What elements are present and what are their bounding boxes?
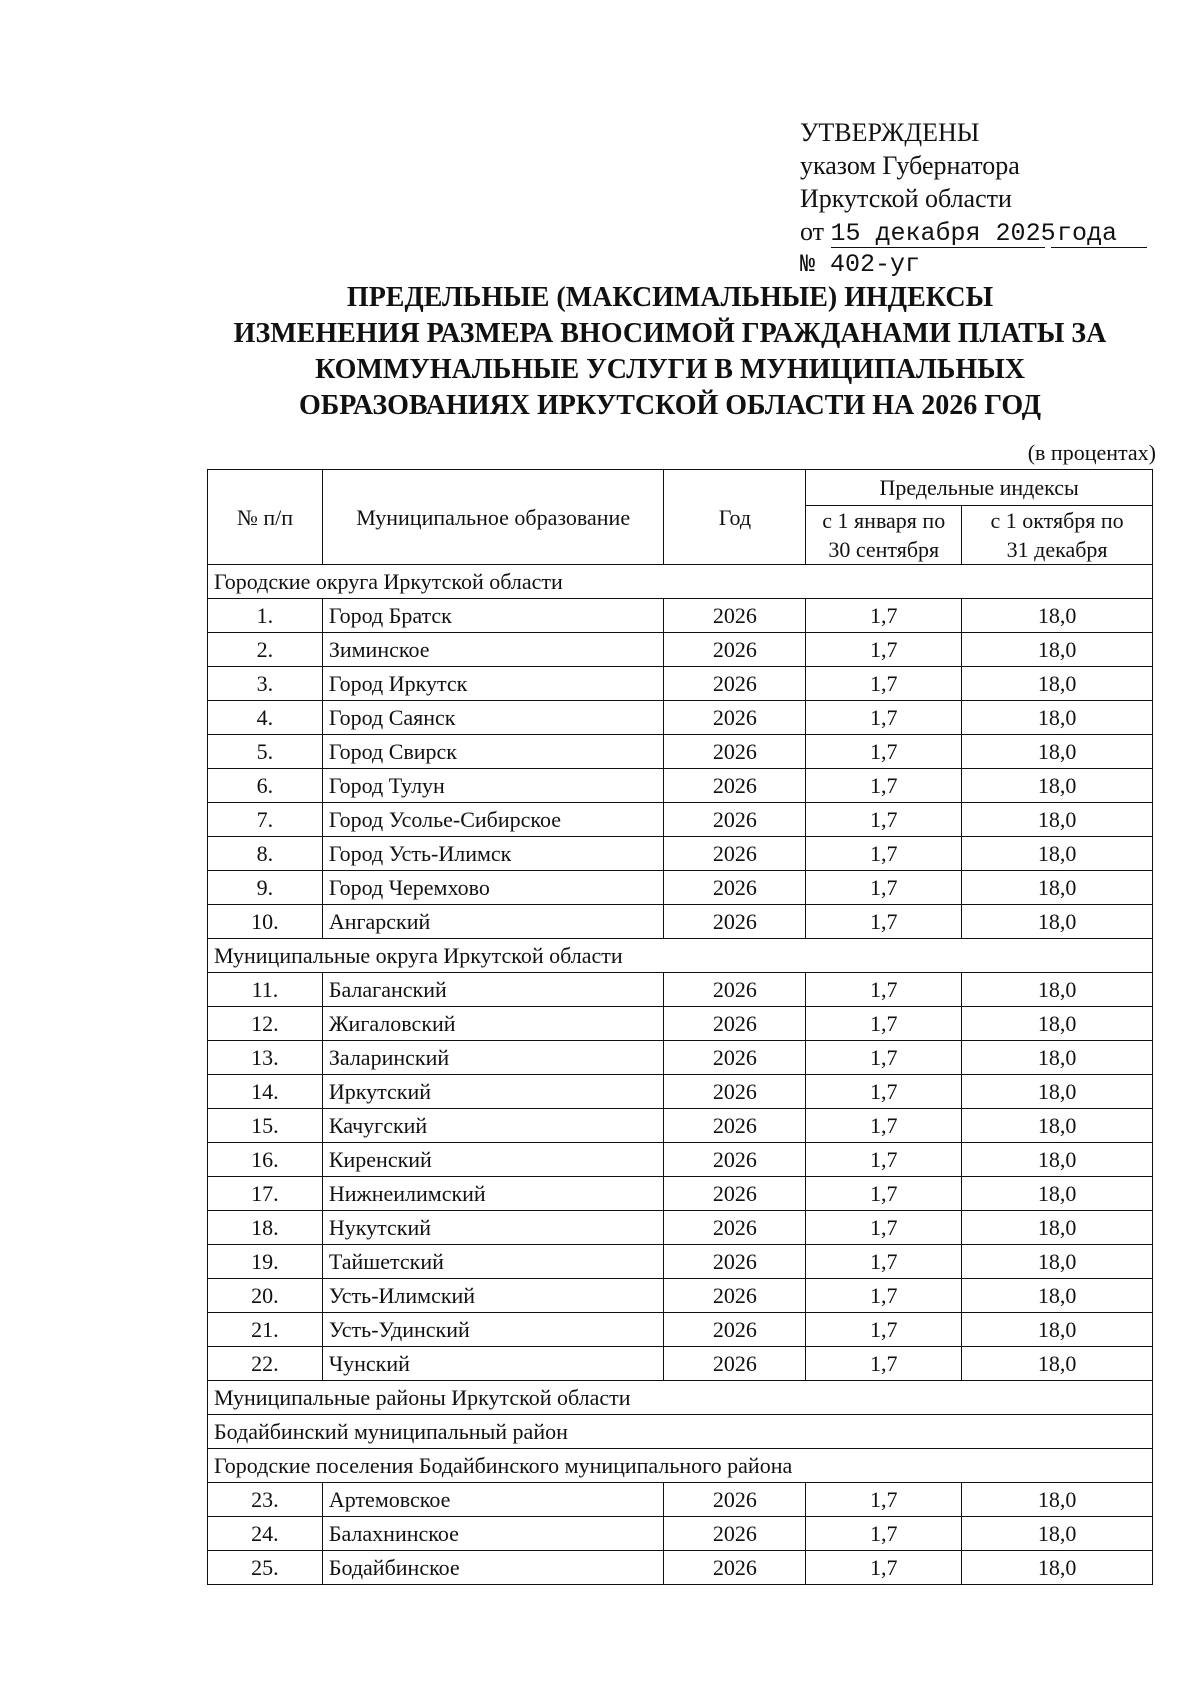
row-index-period-2: 18,0	[962, 871, 1153, 905]
table-row	[208, 701, 1153, 735]
row-number: 8.	[208, 837, 323, 871]
table-row	[208, 837, 1153, 871]
approval-line-2: указом Губернатора	[800, 151, 1020, 180]
row-index-period-2: 18,0	[962, 1347, 1153, 1381]
table-row	[208, 1075, 1153, 1109]
table-row	[208, 1483, 1153, 1517]
table-row	[208, 871, 1153, 905]
section-city-districts-row	[208, 565, 1153, 599]
row-municipality: Усть-Илимский	[322, 1279, 664, 1313]
row-municipality: Качугский	[322, 1109, 664, 1143]
table-row	[208, 1211, 1153, 1245]
unit-note: (в процентах)	[1027, 440, 1156, 465]
row-number: 19.	[208, 1245, 323, 1279]
row-index-period-1: 1,7	[806, 1041, 962, 1075]
approval-line-1: УТВЕРЖДЕНЫ	[800, 118, 980, 147]
subsection-bodaibo-urban-settlements-row	[208, 1449, 1153, 1483]
header-period-1	[806, 506, 962, 565]
row-index-period-2: 18,0	[962, 1143, 1153, 1177]
row-index-period-2: 18,0	[962, 973, 1153, 1007]
approval-block	[800, 116, 1147, 281]
row-index-period-1: 1,7	[806, 1483, 962, 1517]
row-number: 24.	[208, 1517, 323, 1551]
row-municipality: Город Братск	[322, 599, 664, 633]
row-year: 2026	[664, 905, 806, 939]
row-municipality: Город Иркутск	[322, 667, 664, 701]
row-index-period-1: 1,7	[806, 735, 962, 769]
subsection-bodaibo-urban-settlements: Городские поселения Бодайбинского муниципального района	[208, 1449, 1153, 1483]
row-municipality: Усть-Удинский	[322, 1313, 664, 1347]
row-number: 23.	[208, 1483, 323, 1517]
section-municipal-districts-row	[208, 939, 1153, 973]
row-year: 2026	[664, 1313, 806, 1347]
row-index-period-2: 18,0	[962, 1211, 1153, 1245]
row-index-period-1: 1,7	[806, 1143, 962, 1177]
header-num: № п/п	[208, 470, 323, 565]
row-number: 11.	[208, 973, 323, 1007]
row-index-period-1: 1,7	[806, 667, 962, 701]
row-number: 2.	[208, 633, 323, 667]
document-title	[130, 280, 1200, 424]
title-line-4: ОБРАЗОВАНИЯХ ИРКУТСКОЙ ОБЛАСТИ НА 2026 ГОД	[299, 390, 1041, 421]
row-year: 2026	[664, 803, 806, 837]
table-row	[208, 769, 1153, 803]
row-year: 2026	[664, 701, 806, 735]
title-line-2: ИЗМЕНЕНИЯ РАЗМЕРА ВНОСИМОЙ ГРАЖДАНАМИ ПЛАТЫ ЗА	[233, 318, 1107, 349]
row-year: 2026	[664, 1143, 806, 1177]
row-number: 12.	[208, 1007, 323, 1041]
row-number: 10.	[208, 905, 323, 939]
row-year: 2026	[664, 837, 806, 871]
table-row	[208, 599, 1153, 633]
row-index-period-2: 18,0	[962, 1041, 1153, 1075]
row-year: 2026	[664, 1041, 806, 1075]
row-index-period-2: 18,0	[962, 1517, 1153, 1551]
row-municipality: Киренский	[322, 1143, 664, 1177]
table-row	[208, 1007, 1153, 1041]
row-index-period-1: 1,7	[806, 701, 962, 735]
row-municipality: Артемовское	[322, 1483, 664, 1517]
row-index-period-2: 18,0	[962, 1551, 1153, 1585]
row-municipality: Жигаловский	[322, 1007, 664, 1041]
table-row	[208, 1245, 1153, 1279]
header-period-2-line-2: 31 декабря	[1006, 537, 1108, 562]
row-year: 2026	[664, 1279, 806, 1313]
row-index-period-2: 18,0	[962, 803, 1153, 837]
section-municipal-areas-row	[208, 1381, 1153, 1415]
row-year: 2026	[664, 1109, 806, 1143]
row-municipality: Ангарский	[322, 905, 664, 939]
row-number: 9.	[208, 871, 323, 905]
row-index-period-1: 1,7	[806, 803, 962, 837]
header-period-1-line-2: 30 сентября	[828, 537, 940, 562]
row-municipality: Балахнинское	[322, 1517, 664, 1551]
row-year: 2026	[664, 599, 806, 633]
table-row	[208, 1347, 1153, 1381]
row-year: 2026	[664, 973, 806, 1007]
row-municipality: Бодайбинское	[322, 1551, 664, 1585]
table-row	[208, 1551, 1153, 1585]
row-year: 2026	[664, 735, 806, 769]
row-index-period-2: 18,0	[962, 1075, 1153, 1109]
row-number: 6.	[208, 769, 323, 803]
row-municipality: Иркутский	[322, 1075, 664, 1109]
section-municipal-areas: Муниципальные районы Иркутской области	[208, 1381, 1153, 1415]
header-indices: Предельные индексы	[806, 470, 1153, 506]
header-period-1-line-1: с 1 января по	[822, 508, 946, 533]
row-index-period-1: 1,7	[806, 633, 962, 667]
approval-date	[800, 215, 1147, 248]
row-number: 14.	[208, 1075, 323, 1109]
section-municipal-districts: Муниципальные округа Иркутской области	[208, 939, 1153, 973]
row-index-period-2: 18,0	[962, 633, 1153, 667]
row-year: 2026	[664, 769, 806, 803]
row-index-period-1: 1,7	[806, 769, 962, 803]
row-number: 16.	[208, 1143, 323, 1177]
row-year: 2026	[664, 1007, 806, 1041]
row-index-period-2: 18,0	[962, 599, 1153, 633]
approval-number: № 402-уг	[800, 250, 921, 279]
row-municipality: Чунский	[322, 1347, 664, 1381]
row-municipality: Нижнеилимский	[322, 1177, 664, 1211]
table-row	[208, 633, 1153, 667]
row-index-period-2: 18,0	[962, 667, 1153, 701]
header-year: Год	[664, 470, 806, 565]
table-row	[208, 905, 1153, 939]
row-year: 2026	[664, 633, 806, 667]
title-line-1: ПРЕДЕЛЬНЫЕ (МАКСИМАЛЬНЫЕ) ИНДЕКСЫ	[346, 282, 994, 313]
row-municipality: Город Тулун	[322, 769, 664, 803]
row-number: 17.	[208, 1177, 323, 1211]
row-index-period-1: 1,7	[806, 1245, 962, 1279]
row-year: 2026	[664, 871, 806, 905]
row-index-period-2: 18,0	[962, 1313, 1153, 1347]
row-year: 2026	[664, 1075, 806, 1109]
table-row	[208, 1313, 1153, 1347]
row-number: 3.	[208, 667, 323, 701]
table-row	[208, 735, 1153, 769]
row-index-period-1: 1,7	[806, 1007, 962, 1041]
title-line-3: КОММУНАЛЬНЫЕ УСЛУГИ В МУНИЦИПАЛЬНЫХ	[315, 354, 1025, 385]
row-number: 15.	[208, 1109, 323, 1143]
table-row	[208, 1177, 1153, 1211]
row-index-period-1: 1,7	[806, 1211, 962, 1245]
row-index-period-2: 18,0	[962, 1245, 1153, 1279]
section-city-districts: Городские округа Иркутской области	[208, 565, 1153, 599]
row-index-period-2: 18,0	[962, 701, 1153, 735]
approval-date-prefix: от	[800, 217, 825, 246]
row-number: 18.	[208, 1211, 323, 1245]
row-number: 25.	[208, 1551, 323, 1585]
row-number: 22.	[208, 1347, 323, 1381]
row-index-period-2: 18,0	[962, 769, 1153, 803]
row-index-period-2: 18,0	[962, 1279, 1153, 1313]
row-municipality: Тайшетский	[322, 1245, 664, 1279]
row-index-period-2: 18,0	[962, 1109, 1153, 1143]
approval-line-3: Иркутской области	[800, 184, 1012, 213]
row-index-period-1: 1,7	[806, 905, 962, 939]
row-municipality: Город Черемхово	[322, 871, 664, 905]
row-number: 4.	[208, 701, 323, 735]
row-municipality: Заларинский	[322, 1041, 664, 1075]
row-year: 2026	[664, 1347, 806, 1381]
row-index-period-2: 18,0	[962, 735, 1153, 769]
header-period-2-line-1: с 1 октября по	[990, 508, 1124, 533]
indices-table	[207, 469, 1153, 1585]
row-year: 2026	[664, 667, 806, 701]
row-number: 13.	[208, 1041, 323, 1075]
row-index-period-1: 1,7	[806, 871, 962, 905]
row-index-period-1: 1,7	[806, 1313, 962, 1347]
row-index-period-2: 18,0	[962, 1177, 1153, 1211]
row-index-period-2: 18,0	[962, 905, 1153, 939]
row-municipality: Город Саянск	[322, 701, 664, 735]
row-year: 2026	[664, 1245, 806, 1279]
row-municipality: Нукутский	[322, 1211, 664, 1245]
row-number: 1.	[208, 599, 323, 633]
row-index-period-1: 1,7	[806, 1177, 962, 1211]
table-row	[208, 1041, 1153, 1075]
section-bodaibo-area-row	[208, 1415, 1153, 1449]
row-index-period-1: 1,7	[806, 599, 962, 633]
header-municipality: Муниципальное образование	[322, 470, 664, 565]
row-year: 2026	[664, 1177, 806, 1211]
row-index-period-1: 1,7	[806, 1279, 962, 1313]
row-index-period-1: 1,7	[806, 1075, 962, 1109]
table-row	[208, 803, 1153, 837]
row-number: 7.	[208, 803, 323, 837]
table-row	[208, 1517, 1153, 1551]
row-index-period-2: 18,0	[962, 1483, 1153, 1517]
row-number: 21.	[208, 1313, 323, 1347]
row-municipality: Зиминское	[322, 633, 664, 667]
row-index-period-1: 1,7	[806, 837, 962, 871]
table-row	[208, 973, 1153, 1007]
row-index-period-2: 18,0	[962, 1007, 1153, 1041]
row-index-period-1: 1,7	[806, 1347, 962, 1381]
table-row	[208, 1143, 1153, 1177]
header-period-2	[962, 506, 1153, 565]
row-index-period-1: 1,7	[806, 973, 962, 1007]
row-index-period-2: 18,0	[962, 837, 1153, 871]
row-municipality: Балаганский	[322, 973, 664, 1007]
row-year: 2026	[664, 1517, 806, 1551]
section-bodaibo-area: Бодайбинский муниципальный район	[208, 1415, 1153, 1449]
table-row	[208, 667, 1153, 701]
row-municipality: Город Усть-Илимск	[322, 837, 664, 871]
row-year: 2026	[664, 1483, 806, 1517]
row-municipality: Город Свирск	[322, 735, 664, 769]
row-year: 2026	[664, 1551, 806, 1585]
table-row	[208, 1109, 1153, 1143]
approval-date-suffix: года	[1051, 220, 1147, 248]
row-number: 5.	[208, 735, 323, 769]
approval-date-value: 15 декабря 2025	[830, 219, 1056, 248]
row-index-period-1: 1,7	[806, 1109, 962, 1143]
row-index-period-1: 1,7	[806, 1517, 962, 1551]
row-number: 20.	[208, 1279, 323, 1313]
row-year: 2026	[664, 1211, 806, 1245]
row-municipality: Город Усолье-Сибирское	[322, 803, 664, 837]
row-index-period-1: 1,7	[806, 1551, 962, 1585]
table-row	[208, 1279, 1153, 1313]
